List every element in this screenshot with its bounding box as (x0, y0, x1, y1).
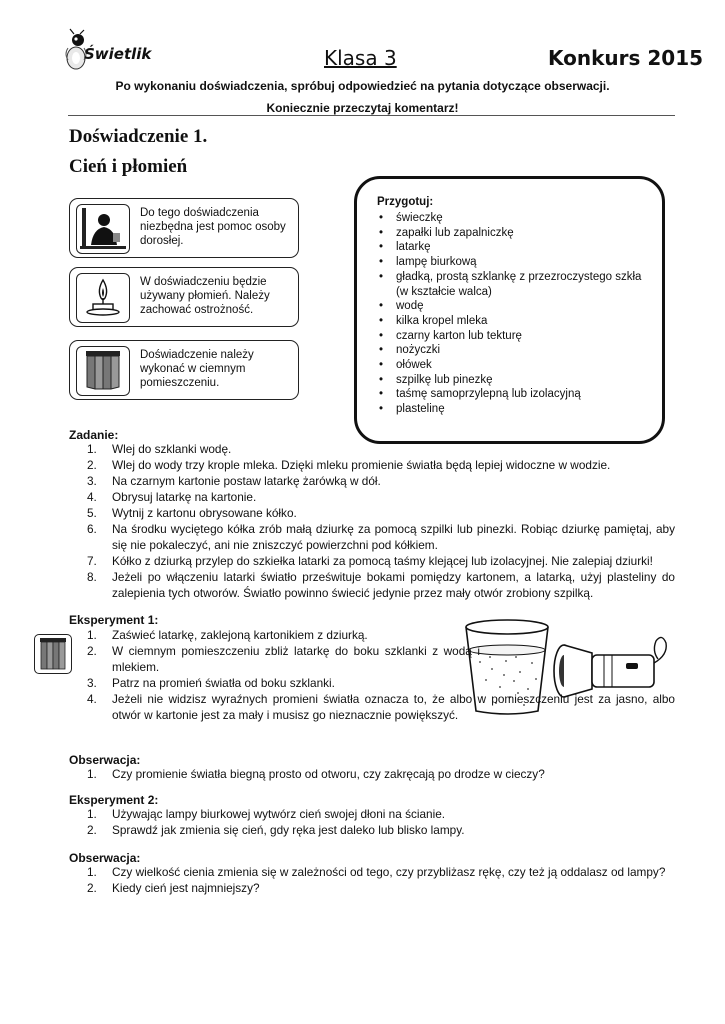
list-item: • świeczkę (379, 211, 649, 226)
warning-adult-help (69, 198, 299, 258)
warning-text: W doświadczeniu będzie używany płomień. Należy zachować ostrożność. (140, 276, 270, 316)
task-steps (87, 441, 675, 601)
list-item: • nożyczki (379, 343, 649, 358)
flame-icon (76, 273, 130, 323)
list-item: 2. Wlej do wody trzy krople mleka. Dzięki mleku promienie światła będą lepiej widoczne w wodzie. (87, 458, 611, 472)
warning-darkness (69, 340, 299, 400)
dark-curtain-icon (76, 346, 130, 396)
logo-text: Świetlik (84, 45, 152, 63)
list-item: • zapałki lub zapalniczkę (379, 226, 649, 241)
list-item: • wodę (379, 299, 649, 314)
list-item: 6. Na środku wyciętego kółka zrób małą dziurkę za pomocą szpilki lub pinezki. Robiąc dziurkę pamiętaj, aby się nie pokaleczyć, ani nie zniszczyć powierzchni pod kółkiem. (87, 522, 675, 552)
list-item: 7. Kółko z dziurką przylep do szkiełka latarki za pomocą taśmy klejącej lub izolacyjnej. Nie zalepiaj dziurki! (87, 554, 653, 568)
header-divider (68, 115, 675, 116)
list-item: 3. Na czarnym kartonie postaw latarkę żarówką w dół. (87, 474, 381, 488)
comment-line: Koniecznie przeczytaj komentarz! (266, 101, 459, 115)
list-item: 4. Jeżeli nie widzisz wyraźnych promieni światła oznacza to, że albo w pomieszczeniu jest za jasno, albo otwór w kartonie jest za mały i musisz go nieznacznie powiększyć. (87, 692, 675, 722)
contest-label: Konkurs 2015 (548, 46, 704, 70)
list-item: 2. Kiedy cień jest najmniejszy? (87, 881, 260, 895)
warning-text: Do tego doświadczenia niezbędna jest pomoc osoby dorosłej. (140, 207, 286, 247)
observation1-questions (87, 766, 675, 782)
list-item: 8. Jeżeli po włączeniu latarki światło prześwituje bokami pomiędzy kartonem, a latarką, użyj plasteliny do zalepienia tych otworów. Światło powinno świecić jedynie przez mały otwór zrobiony szpilką. (87, 570, 675, 600)
list-item: 1. Czy wielkość cienia zmienia się w zależności od tego, czy przybliżasz rękę, czy też ją oddalasz od lampy? (87, 865, 666, 879)
experiment2-title: Eksperyment 2: (69, 793, 159, 807)
list-item: • plastelinę (379, 402, 649, 417)
adult-help-icon (76, 204, 130, 254)
list-item: • gładką, prostą szklankę z przezroczystego szkła (w kształcie walca) (379, 270, 649, 299)
list-item: • czarny karton lub tekturę (379, 329, 649, 344)
instruction-line: Po wykonaniu doświadczenia, spróbuj odpowiedzieć na pytania dotyczące obserwacji. (115, 79, 610, 93)
list-item: • latarkę (379, 240, 649, 255)
list-item: 2. W ciemnym pomieszczeniu zbliż latarkę do boku szklanki z wodą i mlekiem. (87, 644, 480, 674)
list-item: 2. Sprawdź jak zmienia się cień, gdy ręka jest daleko lub blisko lampy. (87, 823, 465, 837)
list-item: • kilka kropel mleka (379, 314, 649, 329)
experiment2-steps (87, 806, 675, 838)
list-item: 4. Obrysuj latarkę na kartonie. (87, 490, 257, 504)
list-item: 1. Zaświeć latarkę, zaklejoną kartonikiem z dziurką. (87, 628, 368, 642)
list-item: 3. Patrz na promień światła od boku szklanki. (87, 676, 335, 690)
experiment-title: Doświadczenie 1. (69, 126, 208, 147)
warning-flame (69, 267, 299, 327)
experiment-subtitle: Cień i płomień (69, 156, 188, 177)
observation2-questions (87, 864, 675, 896)
list-item: 1. Czy promienie światła biegną prosto od otworu, czy zakręcają po drodze w cieczy? (87, 767, 545, 781)
list-item: 1. Wlej do szklanki wodę. (87, 442, 232, 456)
observation1-title: Obserwacja: (69, 753, 141, 767)
list-item: • szpilkę lub pinezkę (379, 373, 649, 388)
list-item: • taśmę samoprzylepną lub izolacyjną (379, 387, 649, 402)
experiment1-steps (87, 627, 675, 723)
list-item: • lampę biurkową (379, 255, 649, 270)
observation2-title: Obserwacja: (69, 851, 141, 865)
materials-title: Przygotuj: (377, 196, 434, 208)
list-item: • ołówek (379, 358, 649, 373)
experiment1-title: Eksperyment 1: (69, 613, 159, 627)
dark-curtain-icon (34, 634, 72, 674)
materials-box (354, 176, 665, 444)
list-item: 5. Wytnij z kartonu obrysowane kółko. (87, 506, 297, 520)
task-title: Zadanie: (69, 428, 119, 442)
warning-text: Doświadczenie należy wykonać w ciemnym pomieszczeniu. (140, 349, 254, 389)
materials-list (379, 211, 649, 417)
class-label: Klasa 3 (324, 46, 397, 70)
list-item: 1. Używając lampy biurkowej wytwórz cień swojej dłoni na ścianie. (87, 807, 446, 821)
